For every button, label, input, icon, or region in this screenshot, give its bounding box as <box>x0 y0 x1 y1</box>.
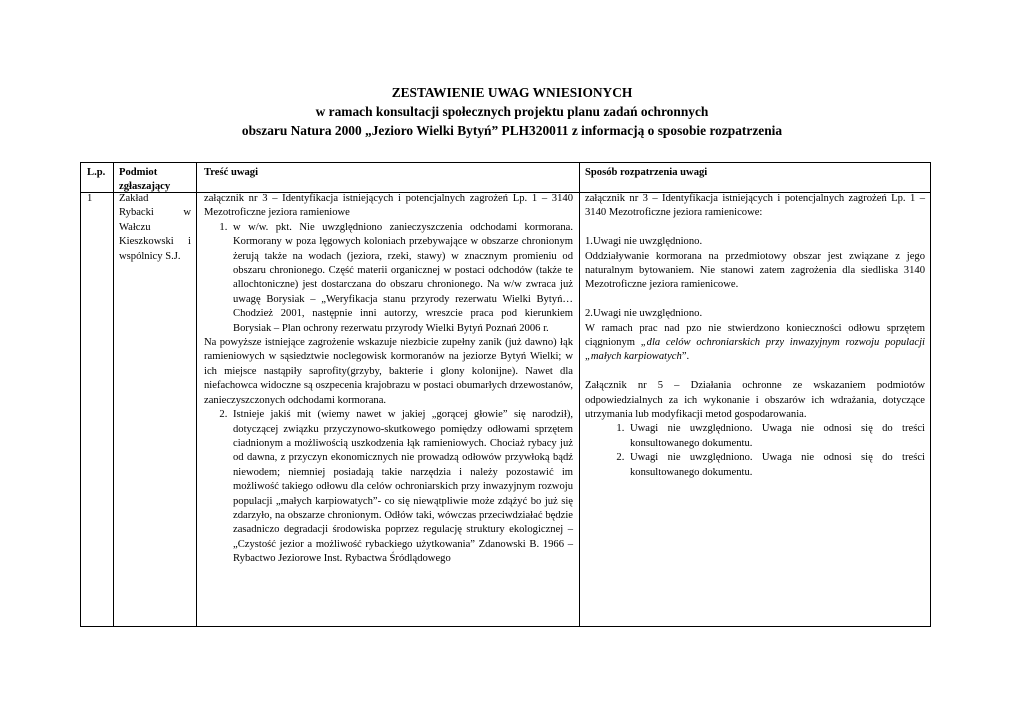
submitter-line: Wałczu <box>119 221 151 233</box>
document-subtitle-2: obszaru Natura 2000 „Jezioro Wielki Bytyń” PLH320011 z informacją o sposobie rozpatrzenia <box>241 123 783 138</box>
resolution-cell <box>585 192 925 480</box>
header-sposob: Sposób rozpatrzenia uwagi <box>585 167 708 178</box>
remark-list <box>204 221 573 336</box>
table-divider <box>196 163 197 626</box>
remarks-table <box>80 162 931 627</box>
document-subtitle: w ramach konsultacji społecznych projektu planu zadań ochronnych <box>315 104 709 119</box>
resolution-annex5: Załącznik nr 5 – Działania ochronne ze wskazaniem podmiotów odpowiedzialnych za ich wykonanie i obszarów ich wdrażania, dotyczące utrzymania lub modyfikacji metod gospodarowania. <box>585 380 925 421</box>
resolution-quote: „dla celów ochroniarskich przy inwazyjnym rozwoju populacji „małych karpiowatych <box>585 337 926 363</box>
submitter-word: i <box>188 236 191 248</box>
resolution-item: 1. Uwagi nie uwzględniono. Uwaga nie odnosi się do treści konsultowanego dokumentu. <box>627 422 925 451</box>
submitter-word: Rybacki <box>119 207 154 219</box>
submitter-line <box>119 235 191 249</box>
submitter-word: w <box>183 207 191 219</box>
resolution-item: 2. Uwagi nie uwzględniono. Uwaga nie odnosi się do treści konsultowanego dokumentu. <box>627 451 925 480</box>
resolution-point-text <box>585 322 925 365</box>
resolution-point-head: 1.Uwagi nie uwzględniono. <box>585 236 703 248</box>
submitter-word: Kieszkowski <box>119 236 174 248</box>
remark-item: 1. w w/w. pkt. Nie uwzględniono zanieczyszczenia odchodami kormorana. Kormorany w poza lęgowych koloniach przebywające w obszarze chronionym żerują także na wodach (jeziora, rzeki, stawy) w znacznym promieniu od obszaru chronionego. Część materii organicznej w postaci odchodów (także te allochtoniczne) jest dostarczana do obszaru chronionego. Na w/w zwraca już uwagę Borysiak – „Weryfikacja stanu przyrody rezerwatu Wielki Bytyń… Chodzież 2001, następnie inni autorzy, wreszcie praca pod kierunkiem Borysiak – Plan ochrony rezerwatu przyrody Wielki Bytyń Poznań 2006 r. <box>230 221 573 336</box>
resolution-point-head: 2.Uwagi nie uwzględniono. <box>585 308 703 320</box>
remark-paragraph: Na powyższe istniejące zagrożenie wskazuje niezbicie zupełny zanik (już dawno) łąk ramieniowych w sąsiedztwie noclegowisk kormoranów na jeziorze Bytyń Wielki; w ich miejsce nastąpiły saprofity(grzyby, bakterie i glony kolonijne). Nawet dla niefachowca widoczne są oszpecenia krajobrazu w postaci obumarłych drzewostanów, zanieczyszczonych odchodami kormorana. <box>204 337 573 406</box>
header-tresc: Treść uwagi <box>204 167 259 178</box>
submitter-line <box>119 206 191 220</box>
submitter-line: wspólnicy S.J. <box>119 250 181 262</box>
table-divider <box>113 163 114 626</box>
header-lp: L.p. <box>87 167 106 178</box>
resolution-text-part: ”. <box>681 351 690 363</box>
resolution-point-text: Oddziaływanie kormorana na przedmiotowy obszar jest związane z jego naturalnym bytowaniem. Nie stanowi zatem zagrożenia dla siedliska 3140 Mezotroficzne jeziora ramienicowe. <box>585 250 925 291</box>
submitter-line: Zakład <box>119 193 149 204</box>
document-title: ZESTAWIENIE UWAG WNIESIONYCH <box>391 85 633 100</box>
header-podmiot: Podmiot zgłaszający <box>119 167 171 193</box>
remark-intro: załącznik nr 3 – Identyfikacja istniejących i potencjalnych zagrożeń Lp. 1 – 3140 Mezotroficzne jeziora ramieniowe <box>204 193 573 219</box>
table-divider <box>579 163 580 626</box>
row-lp: 1 <box>87 193 93 204</box>
resolution-intro: załącznik nr 3 – Identyfikacja istniejących i potencjalnych zagrożeń Lp. 1 – 3140 Mezotroficzne jeziora ramienicowe: <box>585 193 925 219</box>
resolution-list <box>585 422 925 480</box>
submitter-cell <box>119 192 191 264</box>
remark-item: 2. Istnieje jakiś mit (wiemy nawet w jakiej „gorącej głowie” się narodził), dotyczącej związku przyczynowo-skutkowego pomiędzy odłowami sprzętem ciadnionym a możliwością uszkodzenia łąk ramieniowych. Chociaż rybacy już od dawna, z przyczyn ekonomicznych nie prowadzą odłowów przywłoką bądź niewodem; niemniej posiadają takie narzędzia i należy pozostawić im możliwość takiego odłowu dla celów ochroniarskich przy inwazyjnym rozwoju populacji „małych karpiowatych”- co się niewątpliwie może zdążyć bo już się zdarzyło, na obszarze chronionym. Odłów taki, wówczas przeciwdziałać będzie zasadniczo degradacji środowiska poprzez regulację struktury ekologicznej – „Czystość jezior a możliwość rybackiego użytkowania” Zdanowski B. 1966 – Rybactwo Jeziorowe Inst. Rybactwa Śródlądowego <box>230 408 573 566</box>
resolution-text-part: W ramach prac nad pzo nie stwierdzono konieczności odłowu sprzętem ciągnionym <box>585 322 925 349</box>
remark-content-cell <box>204 192 573 567</box>
remark-list <box>204 408 573 566</box>
